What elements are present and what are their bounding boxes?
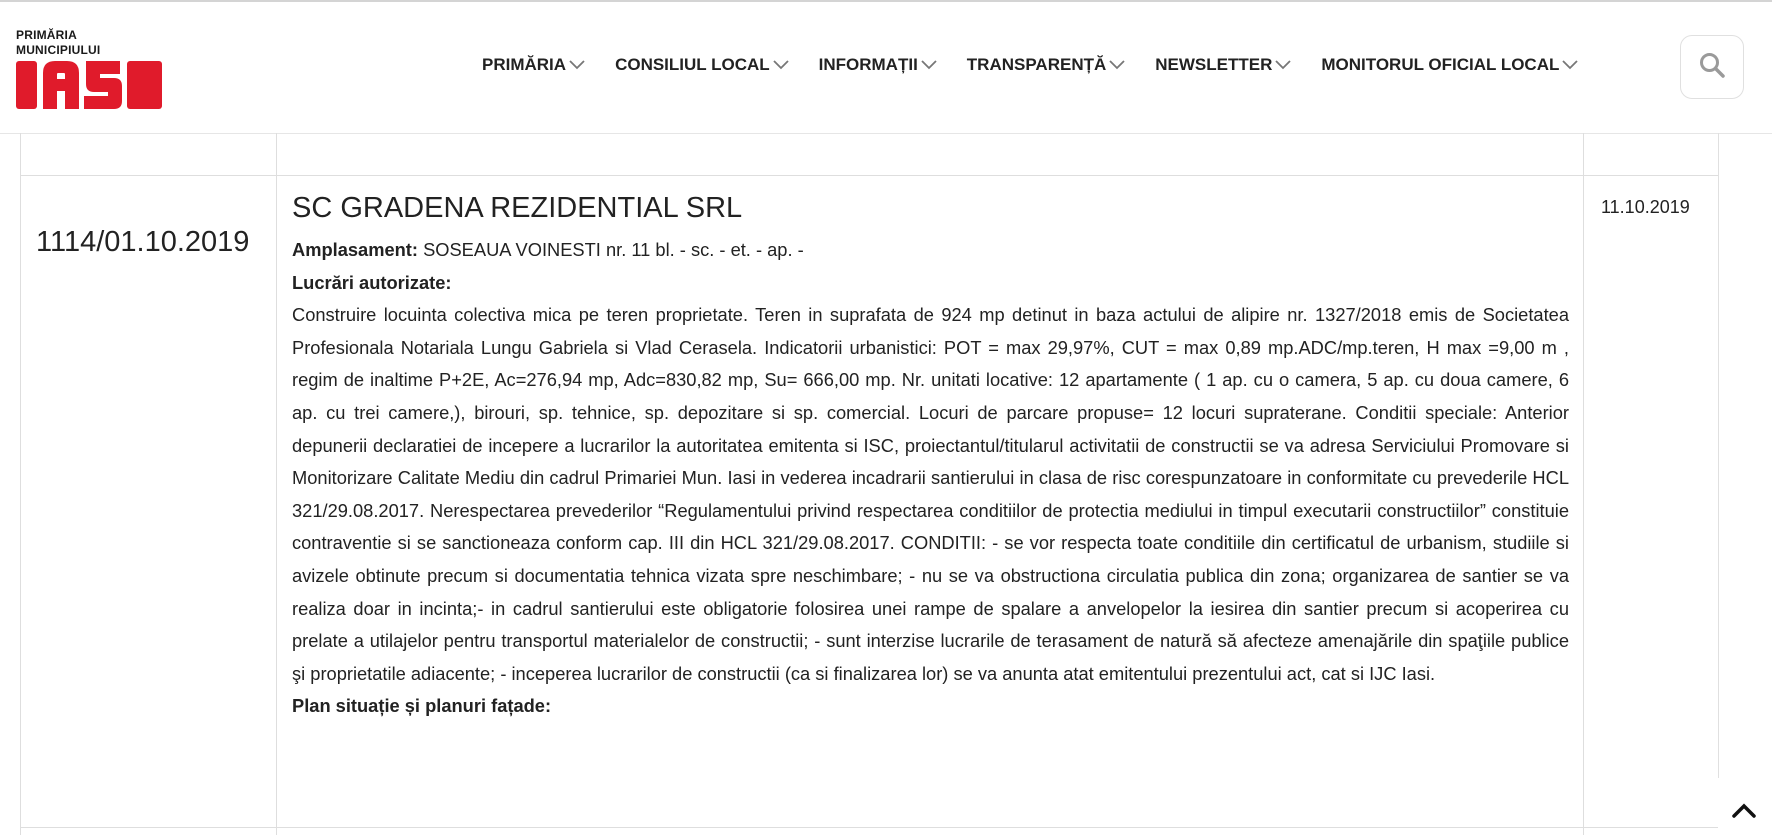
logo-line-2: MUNICIPIULUI xyxy=(16,43,101,57)
authorization-details xyxy=(292,190,1569,723)
chevron-down-icon xyxy=(1275,60,1291,70)
nav-informatii[interactable] xyxy=(819,55,937,75)
chevron-down-icon xyxy=(773,60,789,70)
location-label: Amplasament: xyxy=(292,239,418,260)
site-logo[interactable] xyxy=(16,28,166,114)
column-divider-1 xyxy=(276,133,277,835)
search-icon xyxy=(1698,51,1726,84)
nav-consiliul-local[interactable] xyxy=(615,55,789,75)
chevron-up-icon xyxy=(1730,807,1758,824)
scroll-track xyxy=(1718,133,1719,778)
nav-newsletter-label: NEWSLETTER xyxy=(1155,55,1273,74)
column-divider-2 xyxy=(1583,133,1584,835)
nav-primaria[interactable] xyxy=(482,55,585,75)
row-divider-bottom xyxy=(20,827,1718,828)
location-row xyxy=(292,234,1569,267)
authorization-number: 1114/01.10.2019 xyxy=(36,226,250,258)
search-button[interactable] xyxy=(1680,35,1744,99)
issue-date: 11.10.2019 xyxy=(1601,197,1690,217)
nav-consiliul-local-label: CONSILIUL LOCAL xyxy=(615,55,770,74)
location-value: SOSEAUA VOINESTI nr. 11 bl. - sc. - et. - ap. - xyxy=(423,239,804,260)
row-divider-top xyxy=(20,175,1718,176)
nav-monitorul-oficial-local-label: MONITORUL OFICIAL LOCAL xyxy=(1321,55,1560,74)
logo-line-1: PRIMĂRIA xyxy=(16,28,77,42)
chevron-down-icon xyxy=(1109,60,1125,70)
nav-monitorul-oficial-local[interactable] xyxy=(1321,55,1578,75)
main-nav xyxy=(482,55,1608,75)
nav-transparenta[interactable] xyxy=(967,55,1125,75)
nav-transparenta-label: TRANSPARENȚĂ xyxy=(966,55,1107,74)
nav-primaria-label: PRIMĂRIA xyxy=(482,55,567,74)
site-header xyxy=(0,2,1772,134)
chevron-down-icon xyxy=(921,60,937,70)
works-label: Lucrări autorizate: xyxy=(292,271,452,293)
chevron-down-icon xyxy=(1562,60,1578,70)
company-name: SC GRADENA REZIDENTIAL SRL xyxy=(292,192,743,224)
plans-label: Plan situație și planuri fațade: xyxy=(292,695,552,717)
chevron-down-icon xyxy=(569,60,585,70)
logo-wordmark xyxy=(16,61,162,109)
scroll-to-top-button[interactable] xyxy=(1730,800,1758,820)
table-border-left xyxy=(20,133,21,835)
nav-newsletter[interactable] xyxy=(1155,55,1291,75)
works-description: Construire locuinta colectiva mica pe teren proprietate. Teren in suprafata de 924 mp detinut in baza actului de alipire nr. 1327/2018 emis de Societatea Profesionala Notariala Lungu Gabriela si Vlad Cerasela. Indicatorii urbanistici: POT = max 29,97%, CUT = max 0,89 mp.ADC/mp.teren, H max =9,00 m , regim de inaltime P+2E, Ac=276,94 mp, Adc=830,82 mp, Su= 666,00 mp. Nr. unitati locative: 12 apartamente ( 1 ap. cu o camera, 5 ap. cu doua camere, 6 ap. cu trei camere,), birouri, sp. tehnice, sp. depozitare si sp. comercial. Locuri de parcare propuse= 12 locuri supraterane. Conditii speciale: Anterior depunerii declaratiei de incepere a lucrarilor la autoritatea emitenta si ISC, proiectantul/titularul activitatii de constructii se va adresa Serviciului Promovare si Monitorizare Calitate Mediu din cadrul Primariei Mun. Iasi in vederea incadrarii santierului in clasa de risc corespunzatoare in conformitate cu prevederile HCL 321/29.08.2017. Nerespectarea prevederilor “Regulamentului privind respectarea conditiilor de protectia mediului in timpul executarii constructiilor” constituie contraventie si se sanctioneaza conform cap. III din HCL 321/29.08.2017. CONDITII: - se vor respecta toate conditiile din certificatul de urbanism, studiile si avizele obtinute precum si documentatia tehnica vizata spre neschimbare; - nu se va obstructiona circulatia publica din zona; organizarea de santier se va realiza doar in incinta;- in cadrul santierului este obligatorie folosirea unei rampe de spalare a anvelopelor la iesirea din santier precum si acoperirea cu prelate a utilajelor pentru transportul materialelor de constructii; - sunt interzise lucrarile de terasament de natură să afecteze amenajările din spaţiile publice şi proprietatile adiacente; - inceperea lucrarilor de constructii (ca si finalizarea lor) se va anunta atat emitentului prezentului act, cat si IJC Iasi. xyxy=(292,304,1569,684)
nav-informatii-label: INFORMAȚII xyxy=(818,55,918,74)
